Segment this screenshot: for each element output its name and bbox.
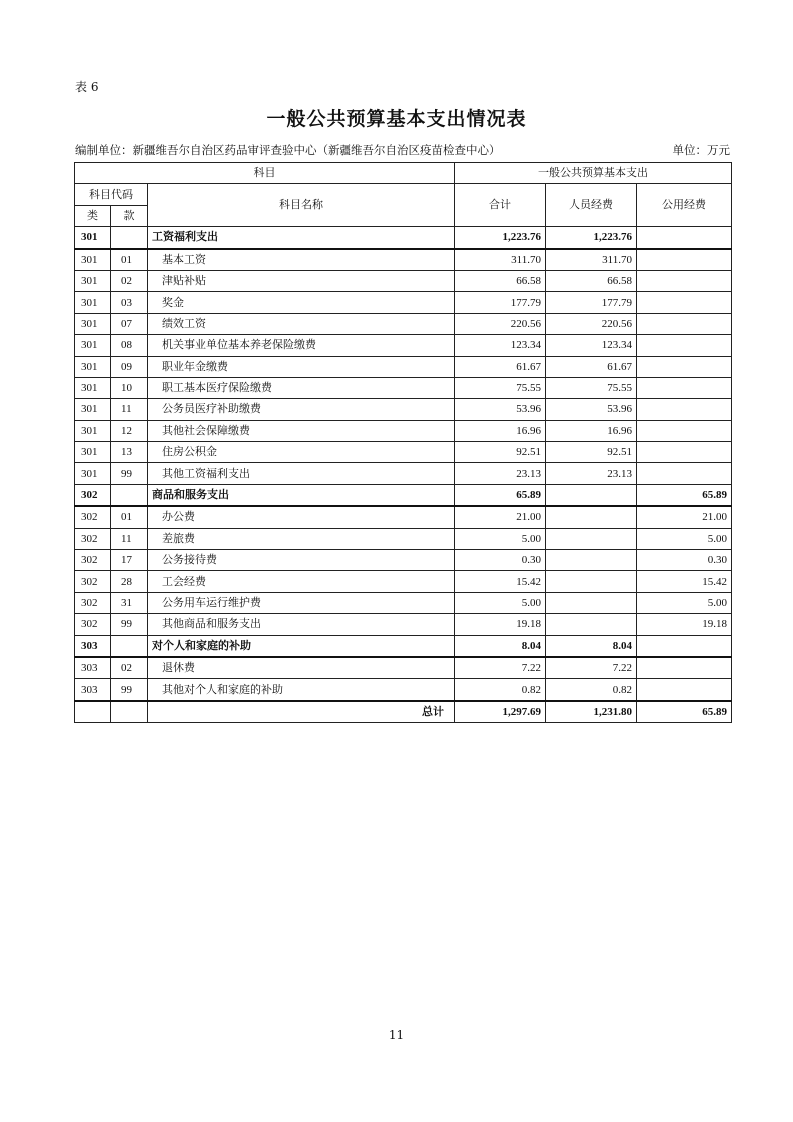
cell-item-code (111, 484, 148, 506)
table-row (75, 442, 732, 463)
cell-item-code: 01 (111, 249, 148, 271)
cell-subject-name: 职业年金缴费 (148, 356, 455, 377)
cell-personnel (546, 571, 637, 592)
cell-subject-name: 工资福利支出 (148, 227, 455, 249)
cell-public (637, 657, 732, 679)
cell-subject-name: 对个人和家庭的补助 (148, 635, 455, 657)
cell-total: 75.55 (455, 377, 546, 398)
cell-personnel: 220.56 (546, 313, 637, 334)
cell-personnel: 23.13 (546, 463, 637, 484)
cell-category-code: 301 (75, 377, 111, 398)
cell-item-code: 12 (111, 420, 148, 441)
table-row (75, 463, 732, 484)
cell-public: 5.00 (637, 592, 732, 613)
cell-subject-name: 公务用车运行维护费 (148, 592, 455, 613)
cell-subject-name: 差旅费 (148, 528, 455, 549)
cell-personnel: 1,231.80 (546, 701, 637, 723)
cell-total: 92.51 (455, 442, 546, 463)
cell-personnel: 311.70 (546, 249, 637, 271)
cell-category-code: 301 (75, 420, 111, 441)
cell-public (637, 292, 732, 313)
cell-personnel: 8.04 (546, 635, 637, 657)
cell-category-code: 302 (75, 571, 111, 592)
cell-item-code: 13 (111, 442, 148, 463)
header-public: 公用经费 (637, 184, 732, 227)
table-row (75, 249, 732, 271)
table-row (75, 270, 732, 291)
cell-item-code: 11 (111, 399, 148, 420)
cell-total: 5.00 (455, 592, 546, 613)
cell-item-code: 31 (111, 592, 148, 613)
cell-public: 65.89 (637, 701, 732, 723)
cell-total: 0.82 (455, 679, 546, 701)
cell-total: 21.00 (455, 506, 546, 528)
cell-item-code: 99 (111, 614, 148, 635)
cell-personnel (546, 484, 637, 506)
cell-personnel: 0.82 (546, 679, 637, 701)
cell-total: 123.34 (455, 335, 546, 356)
cell-public (637, 249, 732, 271)
cell-total: 220.56 (455, 313, 546, 334)
cell-subject-name: 公务员医疗补助缴费 (148, 399, 455, 420)
header-subject-name: 科目名称 (148, 184, 455, 227)
cell-total: 5.00 (455, 528, 546, 549)
cell-item-code: 28 (111, 571, 148, 592)
cell-total: 15.42 (455, 571, 546, 592)
cell-subject-name: 其他社会保障缴费 (148, 420, 455, 441)
header-row-1 (75, 163, 732, 184)
cell-personnel: 177.79 (546, 292, 637, 313)
cell-total: 23.13 (455, 463, 546, 484)
cell-category-code: 302 (75, 528, 111, 549)
category-row (75, 635, 732, 657)
cell-item-code: 01 (111, 506, 148, 528)
category-row (75, 227, 732, 249)
cell-category-code: 301 (75, 227, 111, 249)
header-subject: 科目 (75, 163, 455, 184)
table-row (75, 614, 732, 635)
cell-public: 19.18 (637, 614, 732, 635)
cell-category-code: 301 (75, 270, 111, 291)
table-row (75, 657, 732, 679)
cell-personnel (546, 592, 637, 613)
cell-personnel (546, 506, 637, 528)
table-row (75, 506, 732, 528)
cell-total: 19.18 (455, 614, 546, 635)
cell-item-code: 07 (111, 313, 148, 334)
cell-item-code: 09 (111, 356, 148, 377)
cell-category-code: 303 (75, 679, 111, 701)
cell-item-code: 99 (111, 463, 148, 484)
table-row (75, 399, 732, 420)
header-item: 款 (111, 205, 148, 226)
cell-public (637, 679, 732, 701)
cell-public (637, 635, 732, 657)
cell-subject-name: 其他商品和服务支出 (148, 614, 455, 635)
cell-personnel: 123.34 (546, 335, 637, 356)
cell-personnel: 75.55 (546, 377, 637, 398)
cell-category-code: 301 (75, 249, 111, 271)
cell-category-code: 302 (75, 550, 111, 571)
cell-subject-name: 总计 (148, 701, 455, 723)
table-label: 表 6 (75, 80, 99, 94)
cell-personnel: 92.51 (546, 442, 637, 463)
page-title: 一般公共预算基本支出情况表 (266, 108, 527, 130)
budget-table (74, 162, 732, 723)
cell-subject-name: 奖金 (148, 292, 455, 313)
cell-total: 1,223.76 (455, 227, 546, 249)
cell-public (637, 313, 732, 334)
cell-subject-name: 机关事业单位基本养老保险缴费 (148, 335, 455, 356)
cell-item-code: 11 (111, 528, 148, 549)
table-row (75, 356, 732, 377)
cell-personnel (546, 550, 637, 571)
cell-personnel (546, 614, 637, 635)
cell-public (637, 335, 732, 356)
cell-public: 5.00 (637, 528, 732, 549)
cell-subject-name: 职工基本医疗保险缴费 (148, 377, 455, 398)
cell-item-code: 03 (111, 292, 148, 313)
cell-item-code: 02 (111, 657, 148, 679)
cell-category-code: 303 (75, 657, 111, 679)
header-category: 类 (75, 205, 111, 226)
cell-public (637, 356, 732, 377)
cell-subject-name: 公务接待费 (148, 550, 455, 571)
cell-public (637, 399, 732, 420)
cell-item-code: 17 (111, 550, 148, 571)
budget-table-body (75, 227, 732, 723)
cell-public: 65.89 (637, 484, 732, 506)
cell-item-code (111, 701, 148, 723)
cell-category-code: 302 (75, 614, 111, 635)
cell-category-code: 301 (75, 356, 111, 377)
table-row (75, 313, 732, 334)
header-budget-group: 一般公共预算基本支出 (455, 163, 732, 184)
table-row (75, 292, 732, 313)
cell-subject-name: 工会经费 (148, 571, 455, 592)
table-row (75, 571, 732, 592)
cell-subject-name: 其他工资福利支出 (148, 463, 455, 484)
cell-public (637, 227, 732, 249)
header-row-2 (75, 184, 732, 205)
cell-category-code: 303 (75, 635, 111, 657)
cell-item-code: 08 (111, 335, 148, 356)
cell-category-code: 301 (75, 399, 111, 420)
cell-personnel: 66.58 (546, 270, 637, 291)
cell-category-code: 301 (75, 463, 111, 484)
cell-subject-name: 住房公积金 (148, 442, 455, 463)
cell-subject-name: 其他对个人和家庭的补助 (148, 679, 455, 701)
header-personnel: 人员经费 (546, 184, 637, 227)
cell-category-code: 301 (75, 292, 111, 313)
cell-total: 65.89 (455, 484, 546, 506)
header-subject-code: 科目代码 (75, 184, 148, 205)
cell-category-code: 302 (75, 484, 111, 506)
cell-subject-name: 津贴补贴 (148, 270, 455, 291)
cell-item-code: 99 (111, 679, 148, 701)
cell-total: 1,297.69 (455, 701, 546, 723)
cell-item-code (111, 227, 148, 249)
cell-personnel: 16.96 (546, 420, 637, 441)
cell-public (637, 463, 732, 484)
category-row (75, 484, 732, 506)
cell-item-code: 10 (111, 377, 148, 398)
cell-item-code (111, 635, 148, 657)
cell-total: 16.96 (455, 420, 546, 441)
cell-total: 0.30 (455, 550, 546, 571)
cell-public: 15.42 (637, 571, 732, 592)
cell-personnel: 53.96 (546, 399, 637, 420)
cell-public (637, 270, 732, 291)
cell-item-code: 02 (111, 270, 148, 291)
cell-personnel: 7.22 (546, 657, 637, 679)
cell-subject-name: 绩效工资 (148, 313, 455, 334)
table-row (75, 550, 732, 571)
cell-category-code: 302 (75, 506, 111, 528)
cell-personnel: 1,223.76 (546, 227, 637, 249)
table-row (75, 679, 732, 701)
cell-total: 66.58 (455, 270, 546, 291)
cell-subject-name: 办公费 (148, 506, 455, 528)
cell-category-code: 301 (75, 313, 111, 334)
table-row (75, 420, 732, 441)
table-row (75, 528, 732, 549)
cell-total: 53.96 (455, 399, 546, 420)
cell-total: 7.22 (455, 657, 546, 679)
cell-public (637, 442, 732, 463)
cell-subject-name: 退休费 (148, 657, 455, 679)
cell-public: 0.30 (637, 550, 732, 571)
cell-total: 311.70 (455, 249, 546, 271)
table-row (75, 377, 732, 398)
compiling-unit: 编制单位：新疆维吾尔自治区药品审评查验中心（新疆维吾尔自治区疫苗检查中心） (75, 143, 501, 157)
total-row (75, 701, 732, 723)
cell-category-code: 301 (75, 335, 111, 356)
cell-subject-name: 基本工资 (148, 249, 455, 271)
header-total: 合计 (455, 184, 546, 227)
currency-unit: 单位：万元 (672, 143, 730, 157)
cell-personnel: 61.67 (546, 356, 637, 377)
cell-personnel (546, 528, 637, 549)
cell-total: 61.67 (455, 356, 546, 377)
cell-category-code (75, 701, 111, 723)
cell-category-code: 301 (75, 442, 111, 463)
cell-public (637, 420, 732, 441)
table-row (75, 335, 732, 356)
cell-subject-name: 商品和服务支出 (148, 484, 455, 506)
cell-category-code: 302 (75, 592, 111, 613)
table-row (75, 592, 732, 613)
cell-total: 177.79 (455, 292, 546, 313)
page-number: 11 (388, 1028, 405, 1042)
cell-public (637, 377, 732, 398)
cell-public: 21.00 (637, 506, 732, 528)
cell-total: 8.04 (455, 635, 546, 657)
